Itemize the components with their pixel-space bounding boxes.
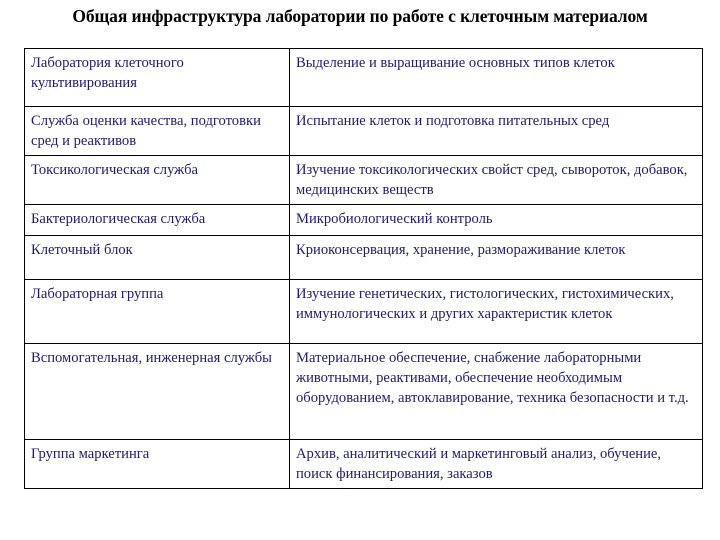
unit-name: Лаборатория клеточного культивирования (31, 55, 184, 91)
table-row (25, 156, 703, 205)
infrastructure-table (24, 48, 703, 489)
function-cell (290, 205, 703, 236)
unit-function: Изучение токсикологических свойст сред, сывороток, добавок, медицинских веществ (296, 162, 688, 198)
function-cell (290, 236, 703, 280)
table-row (25, 440, 703, 489)
unit-name: Лабораторная группа (31, 286, 164, 302)
unit-function: Материальное обеспечение, снабжение лабораторными животными, реактивами, обеспечение необходимым оборудованием, автоклавирование, техника безопасности и т.д. (296, 350, 689, 406)
unit-name: Клеточный блок (31, 242, 133, 258)
function-cell (290, 280, 703, 344)
unit-cell (25, 440, 290, 489)
unit-name: Вспомогательная, инженерная службы (31, 350, 272, 366)
function-cell (290, 440, 703, 489)
function-cell (290, 344, 703, 440)
unit-function: Изучение генетических, гистологических, гистохимических, иммунологических и других характеристик клеток (296, 286, 674, 322)
unit-function: Микробиологический контроль (296, 211, 493, 227)
unit-name: Токсикологическая служба (31, 162, 198, 178)
unit-cell (25, 205, 290, 236)
table-row (25, 49, 703, 107)
table-row (25, 344, 703, 440)
function-cell (290, 156, 703, 205)
page-title: Общая инфраструктура лаборатории по работе с клеточным материалом (72, 6, 648, 26)
unit-cell (25, 156, 290, 205)
unit-name: Служба оценки качества, подготовки сред и реактивов (31, 113, 261, 149)
table-row (25, 205, 703, 236)
table-row (25, 236, 703, 280)
unit-cell (25, 280, 290, 344)
unit-cell (25, 107, 290, 156)
unit-name: Группа маркетинга (31, 446, 150, 462)
function-cell (290, 49, 703, 107)
table-row (25, 107, 703, 156)
unit-function: Испытание клеток и подготовка питательных сред (296, 113, 610, 129)
unit-cell (25, 49, 290, 107)
unit-function: Выделение и выращивание основных типов клеток (296, 55, 615, 71)
unit-cell (25, 236, 290, 280)
unit-function: Криоконсервация, хранение, размораживание клеток (296, 242, 626, 258)
unit-cell (25, 344, 290, 440)
table-row (25, 280, 703, 344)
function-cell (290, 107, 703, 156)
unit-name: Бактериологическая служба (31, 211, 206, 227)
unit-function: Архив, аналитический и маркетинговый анализ, обучение, поиск финансирования, заказов (296, 446, 662, 482)
